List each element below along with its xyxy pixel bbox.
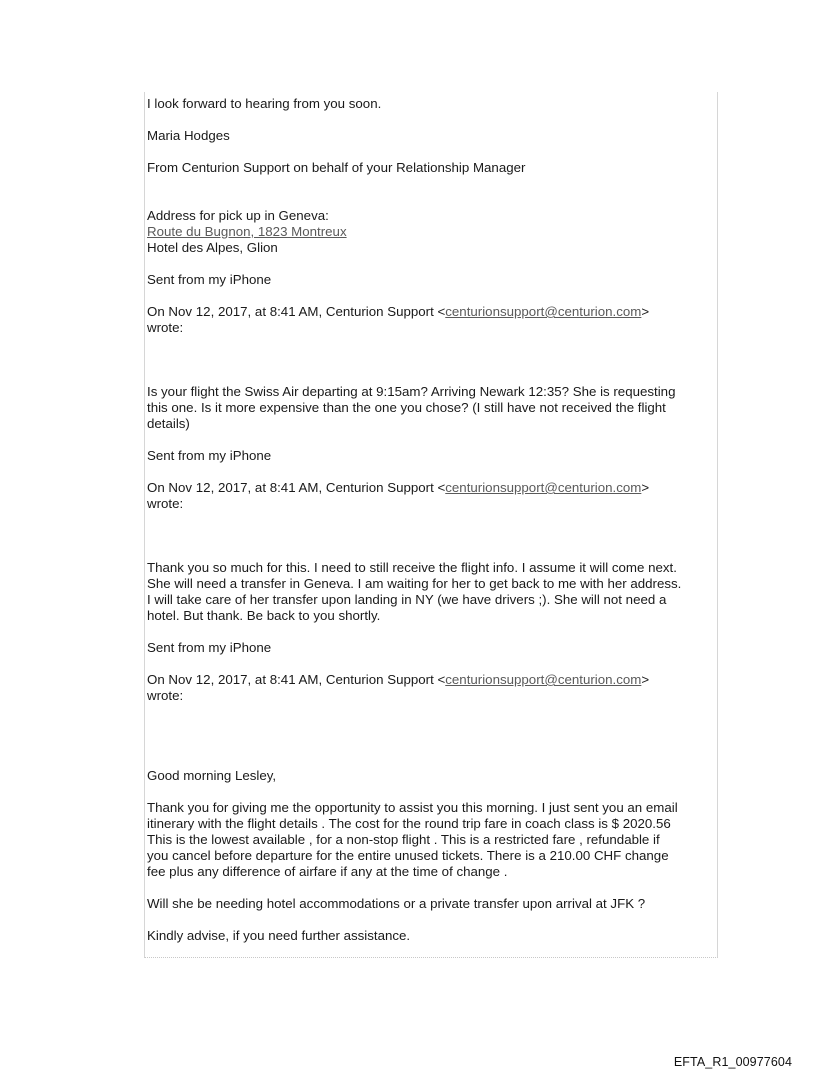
sent-from-iphone: Sent from my iPhone xyxy=(147,272,272,287)
document-id: EFTA_R1_00977604 xyxy=(673,1055,792,1069)
quote-header: On Nov 12, 2017, at 8:41 AM, Centurion Support <centurionsupport@centurion.com> xyxy=(147,672,650,687)
body-line: This is the lowest available , for a non-stop flight . This is a restricted fare , refundable if xyxy=(147,832,660,847)
quote-wrote: wrote: xyxy=(147,496,184,511)
quote-header: On Nov 12, 2017, at 8:41 AM, Centurion Support <centurionsupport@centurion.com> xyxy=(147,304,650,319)
email-link[interactable]: centurionsupport@centurion.com xyxy=(445,480,642,495)
flight-question-line: details) xyxy=(147,416,190,431)
advise-line: Kindly advise, if you need further assistance. xyxy=(147,928,411,943)
email-link[interactable]: centurionsupport@centurion.com xyxy=(445,304,642,319)
address-hotel: Hotel des Alpes, Glion xyxy=(147,240,278,255)
address-label: Address for pick up in Geneva: xyxy=(147,208,329,223)
thanks-line: Thank you so much for this. I need to still receive the flight info. I assume it will come next. xyxy=(147,560,677,575)
signature-name: Maria Hodges xyxy=(147,128,230,143)
body-line: itinerary with the flight details . The cost for the round trip fare in coach class is $ 2020.56 xyxy=(147,816,671,831)
thanks-line: hotel. But thank. Be back to you shortly. xyxy=(147,608,381,623)
quote-wrote: wrote: xyxy=(147,320,184,335)
email-link[interactable]: centurionsupport@centurion.com xyxy=(445,672,642,687)
sent-from-iphone: Sent from my iPhone xyxy=(147,640,272,655)
flight-question-line: this one. Is it more expensive than the one you chose? (I still have not received the flight xyxy=(147,400,666,415)
hotel-question: Will she be needing hotel accommodations or a private transfer upon arrival at JFK ? xyxy=(147,896,646,911)
flight-question-line: Is your flight the Swiss Air departing at 9:15am? Arriving Newark 12:35? She is requesting xyxy=(147,384,676,399)
quote-header: On Nov 12, 2017, at 8:41 AM, Centurion Support <centurionsupport@centurion.com> xyxy=(147,480,650,495)
quote-wrote: wrote: xyxy=(147,688,184,703)
greeting: Good morning Lesley, xyxy=(147,768,277,783)
signature-line: From Centurion Support on behalf of your Relationship Manager xyxy=(147,160,526,175)
body-line: you cancel before departure for the entire unused tickets. There is a 210.00 CHF change xyxy=(147,848,669,863)
thanks-line: I will take care of her transfer upon landing in NY (we have drivers ;). She will not need a xyxy=(147,592,667,607)
address-link[interactable]: Route du Bugnon, 1823 Montreux xyxy=(147,224,347,239)
sent-from-iphone: Sent from my iPhone xyxy=(147,448,272,463)
thanks-line: She will need a transfer in Geneva. I am waiting for her to get back to me with her address. xyxy=(147,576,682,591)
body-line: fee plus any difference of airfare if any at the time of change . xyxy=(147,864,508,879)
email-body xyxy=(147,96,715,944)
body-line: Thank you for giving me the opportunity to assist you this morning. I just sent you an email xyxy=(147,800,678,815)
closing-line: I look forward to hearing from you soon. xyxy=(147,96,382,111)
